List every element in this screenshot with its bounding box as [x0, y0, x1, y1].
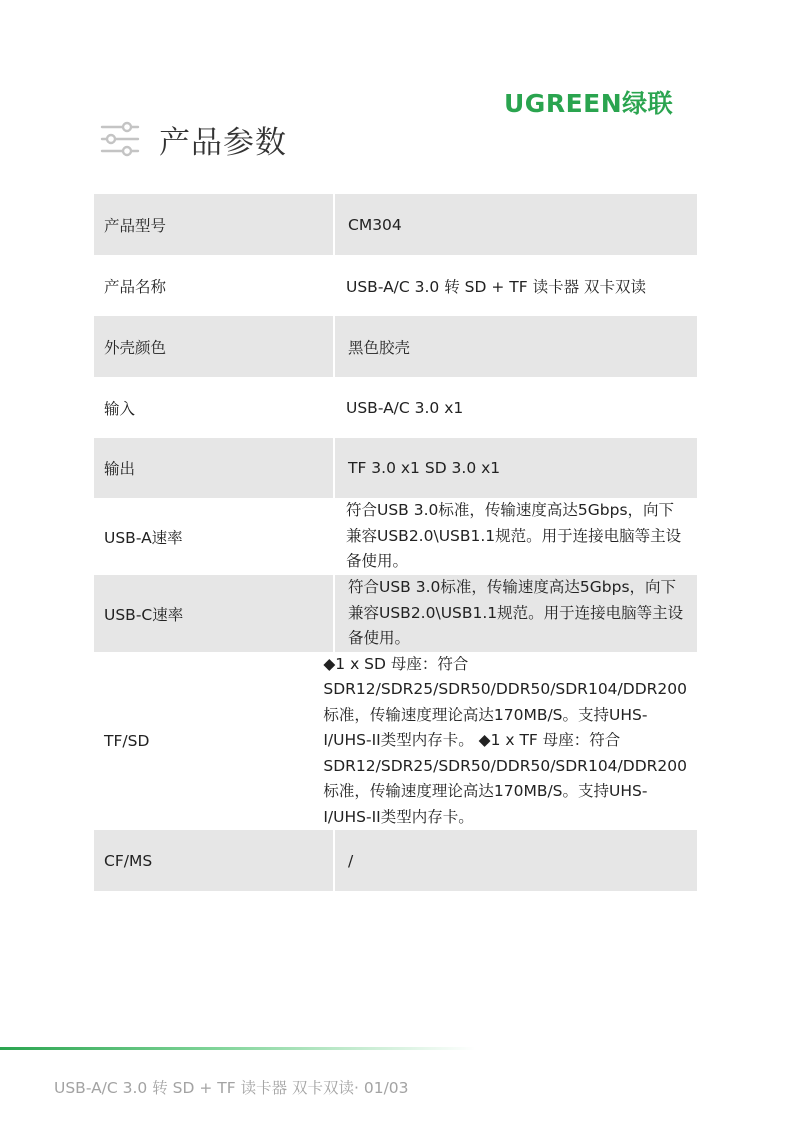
- settings-sliders-icon: [100, 119, 140, 159]
- spec-value: USB-A/C 3.0 x1: [346, 398, 464, 417]
- spec-label: 产品名称: [104, 277, 167, 296]
- spec-value: TF 3.0 x1 SD 3.0 x1: [333, 438, 697, 498]
- spec-table: [94, 194, 697, 891]
- spec-value: ◆1 x SD 母座：符合SDR12/SDR25/SDR50/DDR50/SDR104/DDR200标准，传输速度理论高达170MB/S。支持UHS-I/UHS-II类型内存卡。 ◆1 x TF 母座：符合SDR12/SDR25/SDR50/DDR50/SDR104/DDR200标准，传输速度理论高达170MB/S。支持UHS-I/UHS-II类型内存卡。: [323, 654, 687, 826]
- footer-caption: USB-A/C 3.0 转 SD + TF 读卡器 双卡双读· 01/03: [54, 1079, 409, 1097]
- page-header: [100, 116, 287, 162]
- spec-row-output: [94, 438, 697, 498]
- spec-label: TF/SD: [104, 732, 150, 750]
- spec-label: USB-A速率: [104, 528, 183, 547]
- spec-row-usb-a-speed: [94, 498, 697, 575]
- spec-label: 输入: [104, 399, 136, 418]
- spec-label: USB-C速率: [104, 605, 184, 624]
- spec-label: CF/MS: [104, 851, 153, 870]
- spec-row-color: [94, 316, 697, 377]
- spec-row-cf-ms: [94, 830, 697, 891]
- spec-label: 产品型号: [104, 216, 167, 235]
- spec-row-usb-c-speed: [94, 575, 697, 652]
- spec-value: 符合USB 3.0标准，传输速度高达5Gbps，向下兼容USB2.0\USB1.1规范。用于连接电脑等主设备使用。: [333, 575, 697, 652]
- brand-logo: UGREEN绿联: [504, 89, 674, 118]
- spec-value: 符合USB 3.0标准，传输速度高达5Gbps，向下兼容USB2.0\USB1.1规范。用于连接电脑等主设备使用。: [346, 501, 682, 571]
- spec-label: 外壳颜色: [104, 338, 167, 357]
- spec-value: /: [333, 830, 697, 891]
- spec-label: 输出: [104, 460, 136, 478]
- spec-row-tf-sd: [94, 652, 697, 830]
- spec-row-name: [94, 255, 697, 316]
- spec-value: CM304: [333, 194, 697, 255]
- spec-value: USB-A/C 3.0 转 SD + TF 读卡器 双卡双读: [346, 277, 647, 296]
- footer-divider: [0, 1047, 475, 1050]
- page-title: 产品参数: [159, 124, 287, 161]
- spec-row-input: [94, 377, 697, 438]
- spec-value: 黑色胶壳: [333, 316, 697, 377]
- spec-row-model: [94, 194, 697, 255]
